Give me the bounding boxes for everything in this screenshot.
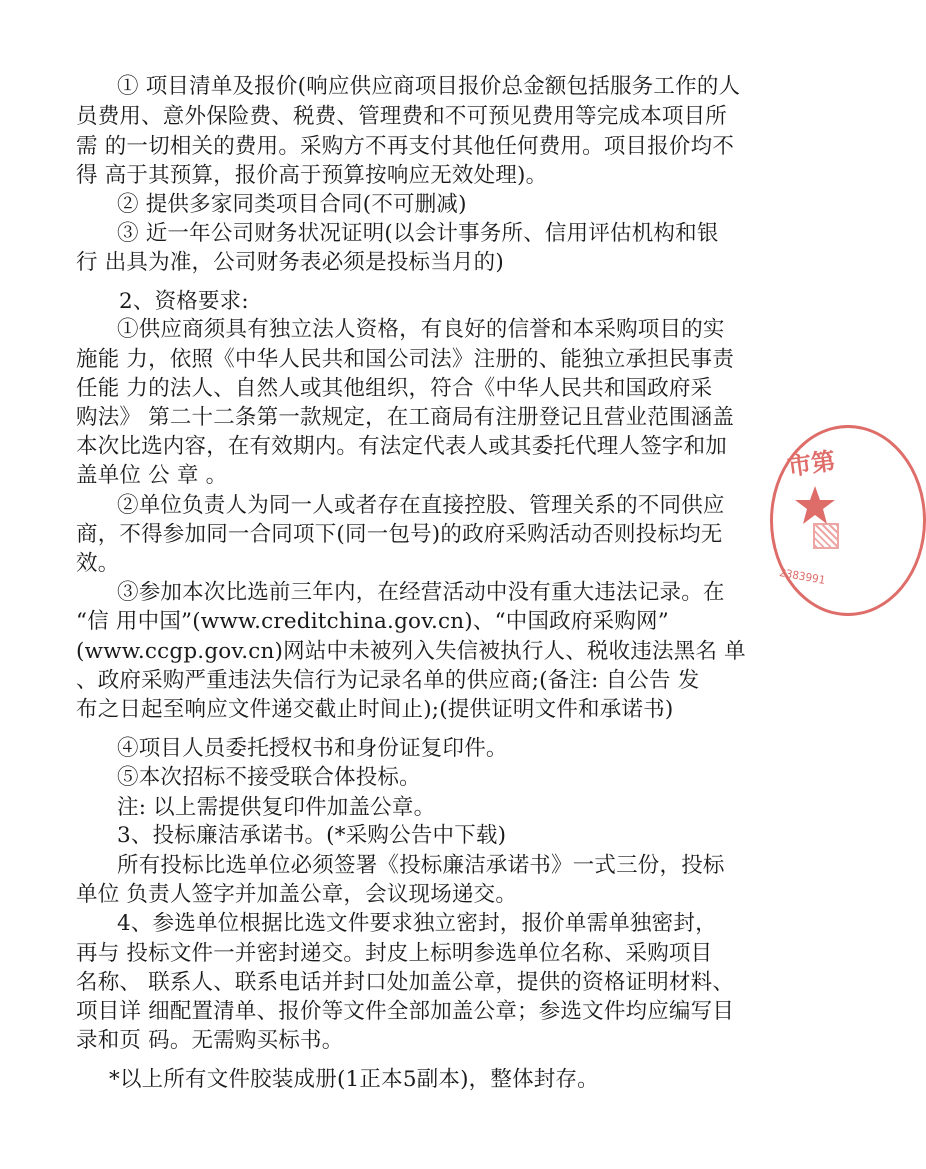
text-line: 所有投标比选单位必须签署《投标廉洁承诺书》一式三份，投标 [117,853,725,878]
text-line: ④项目人员委托授权书和身份证复印件。 [117,736,508,761]
text-line: 项目详 细配置清单、报价等文件全部加盖公章；参选文件均应编写目 [76,999,735,1024]
section-heading: 4、参选单位根据比选文件要求独立密封，报价单需单独密封， [117,911,717,936]
text-line: 录和页 码。无需购买标书。 [76,1028,344,1053]
text-line: 任能 力的法人、自然人或其他组织，符合《中华人民共和国政府采 [76,376,713,401]
stamp-text: 市第 [785,446,838,482]
text-line: 员费用、意外保险费、税费、管理费和不可预见费用等完成本项目所 [76,104,728,129]
text-line: 商，不得参加同一合同项下(同一包号)的政府采购活动否则投标均无 [76,522,723,547]
text-line: “信 用中国”(www.creditchina.gov.cn)、“中国政府采购网” [76,609,669,634]
text-line: 名称、 联系人、联系电话并封口处加盖公章，提供的资格证明材料、 [76,970,735,995]
footnote: *以上所有文件胶装成册(1正本5副本)，整体封存。 [109,1067,599,1092]
text-line: ② 提供多家同类项目合同(不可删减) [117,192,467,217]
text-line: 本次比选内容，在有效期内。有法定代表人或其委托代理人签字和加 [76,434,728,459]
qr-code-icon [813,523,839,549]
text-line: (www.ccgp.gov.cn)网站中未被列入失信被执行人、税收违法黑名 单 [76,639,746,664]
red-seal-stamp [770,425,926,616]
text-line: ① 项目清单及报价(响应供应商项目报价总金额包括服务工作的人 [117,74,741,99]
text-line: ③ 近一年公司财务状况证明(以会计事务所、信用评估机构和银 [117,221,719,246]
text-line: 需 的一切相关的费用。采购方不再支付其他任何费用。项目报价均不 [76,134,735,159]
text-line: 行 出具为准，公司财务表必须是投标当月的) [76,250,504,275]
text-line: 施能 力，依照《中华人民共和国公司法》注册的、能独立承担民事责 [76,347,735,372]
text-line: 单位 负责人签字并加盖公章，会议现场递交。 [76,882,518,907]
text-line: 购法》 第二十二条第一款规定，在工商局有注册登记且营业范围涵盖 [76,405,735,430]
text-line: 盖单位 公 章 。 [76,463,228,488]
star-icon [793,484,837,528]
text-line: 得 高于其预算，报价高于预算按响应无效处理)。 [76,163,548,188]
stamp-code: 2383991 [778,566,827,587]
text-line: ③参加本次比选前三年内，在经营活动中没有重大违法记录。在 [117,580,725,605]
text-line: ⑤本次招标不接受联合体投标。 [117,765,421,790]
section-heading: 2、资格要求: [119,289,249,314]
section-heading: 3、投标廉洁承诺书。(*采购公告中下载) [117,823,507,848]
text-line: ②单位负责人为同一人或者存在直接控股、管理关系的不同供应 [117,493,725,518]
text-line: 效。 [76,551,120,576]
text-line: 注: 以上需提供复印件加盖公章。 [117,795,436,820]
text-line: 布之日起至响应文件递交截止时间止);(提供证明文件和承诺书) [76,697,674,722]
text-line: 、政府采购严重违法失信行为记录名单的供应商;(备注: 自公告 发 [76,668,700,693]
text-line: ①供应商须具有独立法人资格，有良好的信誉和本采购项目的实 [117,317,725,342]
text-line: 再与 投标文件一并密封递交。封皮上标明参选单位名称、采购项目 [76,941,713,966]
